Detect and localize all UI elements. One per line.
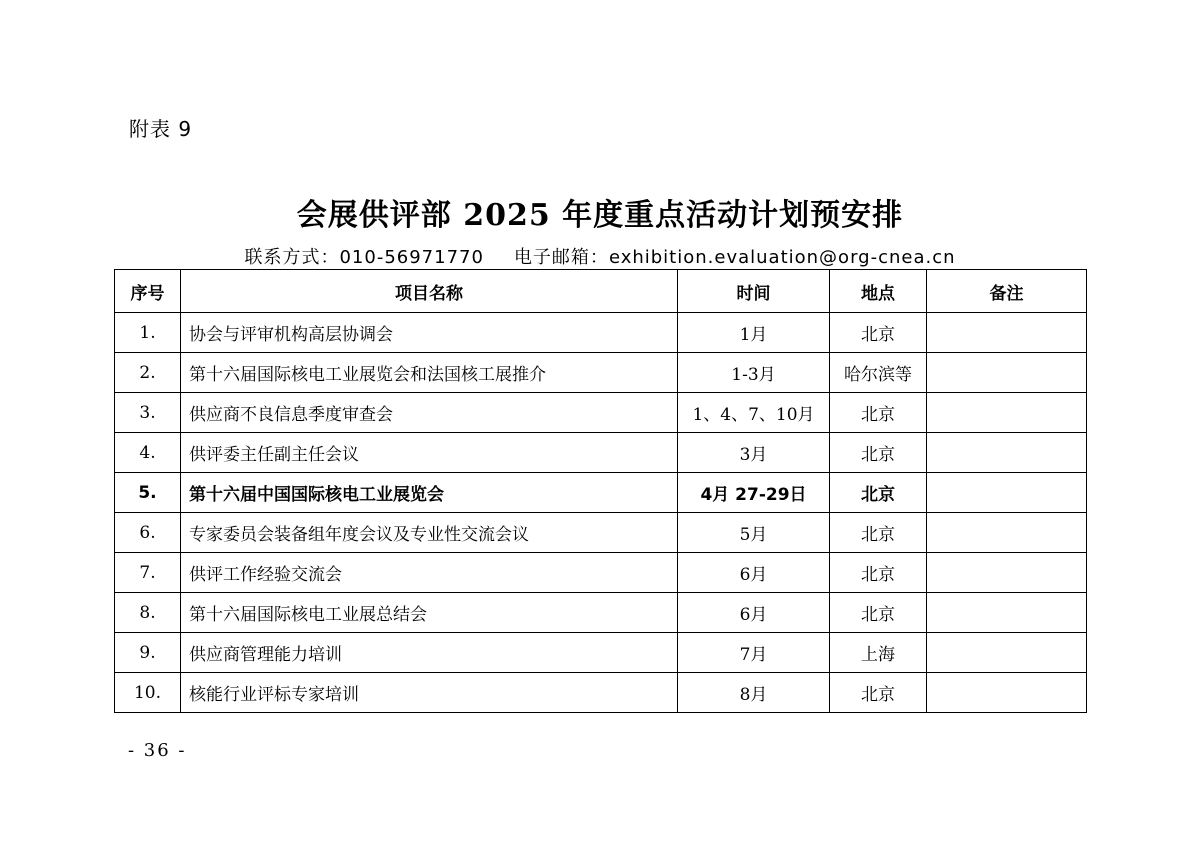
header-note: 备注 <box>927 270 1087 313</box>
cell-note <box>927 313 1087 353</box>
email-label: 电子邮箱： <box>513 247 609 268</box>
email-address: exhibition.evaluation@org-cnea.cn <box>608 247 956 268</box>
cell-place: 北京 <box>830 673 927 713</box>
cell-place: 北京 <box>830 513 927 553</box>
cell-time: 6月 <box>678 553 830 593</box>
table-row <box>115 433 1087 473</box>
table-row <box>115 393 1087 433</box>
header-place: 地点 <box>830 270 927 313</box>
table-row <box>115 593 1087 633</box>
table-header-row <box>115 270 1087 313</box>
cell-note <box>927 353 1087 393</box>
cell-time: 5月 <box>678 513 830 553</box>
cell-note <box>927 433 1087 473</box>
cell-place: 北京 <box>830 313 927 353</box>
table-row <box>115 473 1087 513</box>
cell-note <box>927 633 1087 673</box>
header-no: 序号 <box>115 270 181 313</box>
cell-name: 核能行业评标专家培训 <box>181 673 678 713</box>
header-time: 时间 <box>678 270 830 313</box>
cell-place: 北京 <box>830 593 927 633</box>
cell-place: 上海 <box>830 633 927 673</box>
cell-name: 协会与评审机构高层协调会 <box>181 313 678 353</box>
cell-note <box>927 513 1087 553</box>
cell-time: 4月 27-29日 <box>678 473 830 513</box>
cell-place: 北京 <box>830 393 927 433</box>
cell-no: 3. <box>115 393 181 433</box>
cell-place: 北京 <box>830 473 927 513</box>
cell-note <box>927 553 1087 593</box>
cell-no: 4. <box>115 433 181 473</box>
cell-time: 6月 <box>678 593 830 633</box>
table-row <box>115 353 1087 393</box>
page-number: - 36 - <box>128 740 187 761</box>
table-row <box>115 513 1087 553</box>
cell-name: 供应商不良信息季度审查会 <box>181 393 678 433</box>
appendix-label: 附表 9 <box>129 117 193 141</box>
table-row <box>115 633 1087 673</box>
table-row <box>115 313 1087 353</box>
cell-time: 1月 <box>678 313 830 353</box>
cell-name: 供评委主任副主任会议 <box>181 433 678 473</box>
cell-time: 3月 <box>678 433 830 473</box>
cell-no: 8. <box>115 593 181 633</box>
cell-name: 供评工作经验交流会 <box>181 553 678 593</box>
cell-place: 北京 <box>830 433 927 473</box>
cell-no: 1. <box>115 313 181 353</box>
cell-no: 5. <box>115 473 181 513</box>
cell-no: 6. <box>115 513 181 553</box>
cell-note <box>927 673 1087 713</box>
cell-place: 北京 <box>830 553 927 593</box>
cell-name: 供应商管理能力培训 <box>181 633 678 673</box>
cell-time: 8月 <box>678 673 830 713</box>
cell-no: 10. <box>115 673 181 713</box>
cell-name: 第十六届国际核电工业展总结会 <box>181 593 678 633</box>
header-name: 项目名称 <box>181 270 678 313</box>
cell-time: 1、4、7、10月 <box>678 393 830 433</box>
page-title: 会展供评部 2025 年度重点活动计划预安排 <box>296 198 904 233</box>
cell-time: 1-3月 <box>678 353 830 393</box>
cell-no: 2. <box>115 353 181 393</box>
activity-plan-table <box>114 269 1087 713</box>
cell-note <box>927 593 1087 633</box>
table-row <box>115 553 1087 593</box>
cell-name: 专家委员会装备组年度会议及专业性交流会议 <box>181 513 678 553</box>
contact-line <box>0 243 1200 269</box>
cell-note <box>927 473 1087 513</box>
cell-time: 7月 <box>678 633 830 673</box>
table-body <box>115 313 1087 713</box>
cell-no: 7. <box>115 553 181 593</box>
cell-name: 第十六届国际核电工业展览会和法国核工展推介 <box>181 353 678 393</box>
cell-note <box>927 393 1087 433</box>
table-row <box>115 673 1087 713</box>
cell-place: 哈尔滨等 <box>830 353 927 393</box>
phone-number: 010-56971770 <box>339 247 484 268</box>
phone-label: 联系方式： <box>244 247 340 268</box>
cell-no: 9. <box>115 633 181 673</box>
cell-name: 第十六届中国国际核电工业展览会 <box>181 473 678 513</box>
